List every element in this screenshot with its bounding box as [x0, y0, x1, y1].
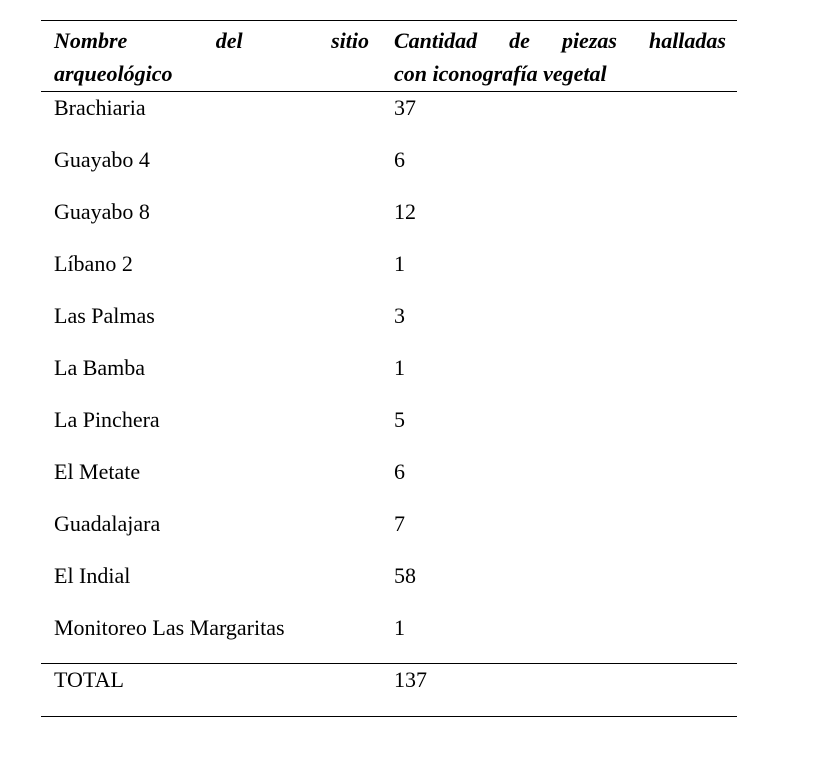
table-row	[0, 147, 814, 199]
table-row	[0, 563, 814, 615]
site-name: La Bamba	[54, 355, 146, 380]
site-name: Guayabo 8	[54, 199, 150, 224]
header-bottom-rule	[41, 91, 737, 92]
table-row	[0, 355, 814, 407]
header-word: de	[509, 28, 530, 53]
header-word: del	[215, 28, 243, 53]
piece-count: 37	[394, 95, 416, 120]
total-top-rule	[41, 663, 737, 664]
table-row	[0, 251, 814, 303]
header-word: halladas	[648, 28, 726, 53]
piece-count: 7	[394, 511, 405, 536]
header-piece-count	[394, 24, 726, 90]
table-row	[0, 303, 814, 355]
piece-count: 6	[394, 147, 405, 172]
header-site-name	[54, 24, 369, 90]
piece-count: 58	[394, 563, 416, 588]
piece-count: 1	[394, 615, 405, 640]
table-row	[0, 511, 814, 563]
header-word: Cantidad	[394, 28, 478, 53]
site-name: El Metate	[54, 459, 141, 484]
header-word: sitio	[331, 28, 369, 53]
piece-count: 6	[394, 459, 405, 484]
header-word: Nombre	[54, 28, 128, 53]
piece-count: 1	[394, 355, 405, 380]
piece-count: 3	[394, 303, 405, 328]
total-row	[0, 667, 814, 719]
table-top-rule	[41, 20, 737, 21]
table-bottom-rule	[41, 716, 737, 717]
header-line: con iconografía vegetal	[394, 61, 607, 86]
piece-count: 1	[394, 251, 405, 276]
table-row	[0, 199, 814, 251]
piece-count: 12	[394, 199, 416, 224]
site-name: Monitoreo Las Margaritas	[54, 615, 285, 640]
site-name: El Indial	[54, 563, 131, 588]
table-row	[0, 407, 814, 459]
total-count: 137	[394, 667, 427, 692]
site-name: Guayabo 4	[54, 147, 150, 172]
site-name: Brachiaria	[54, 95, 146, 120]
header-line: arqueológico	[54, 61, 173, 86]
table-row	[0, 95, 814, 147]
total-label: TOTAL	[54, 667, 124, 692]
site-name: La Pinchera	[54, 407, 160, 432]
table-row	[0, 615, 814, 667]
piece-count: 5	[394, 407, 405, 432]
site-name: Líbano 2	[54, 251, 133, 276]
site-name: Guadalajara	[54, 511, 161, 536]
site-name: Las Palmas	[54, 303, 155, 328]
table-row	[0, 459, 814, 511]
header-word: piezas	[561, 28, 617, 53]
